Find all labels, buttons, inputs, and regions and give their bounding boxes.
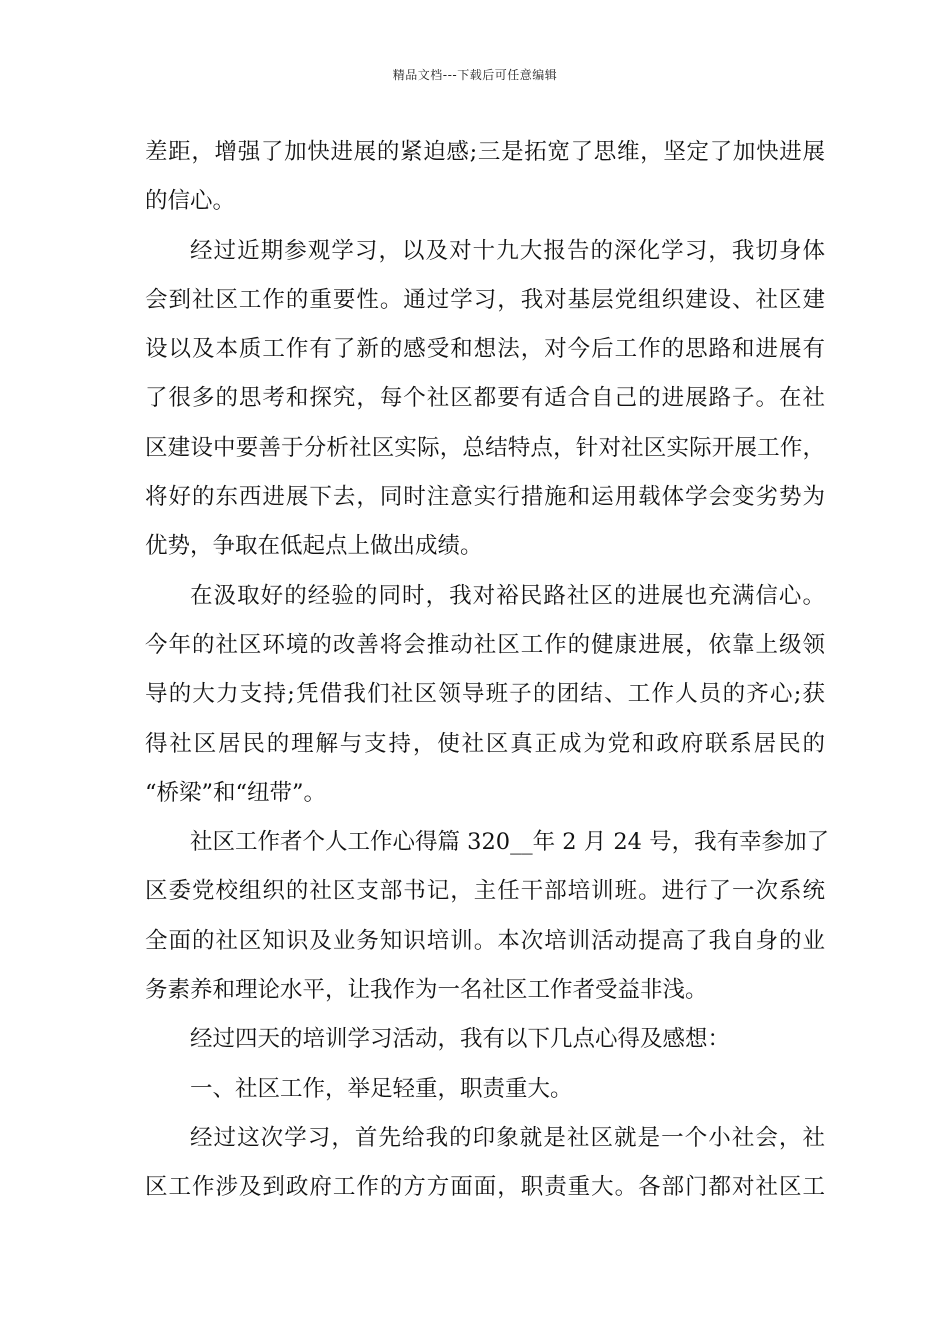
text-line: “桥梁”和“纽带”。 [145, 779, 327, 806]
document-body [145, 128, 830, 1213]
text-line: 导的大力支持;凭借我们社区领导班子的团结、工作人员的齐心;获 [145, 681, 825, 708]
text-line: 设以及本质工作有了新的感受和想法，对今后工作的思路和进展有 [145, 336, 825, 363]
text-line: 经过近期参观学习，以及对十九大报告的深化学习，我切身体 [190, 237, 825, 264]
text-line: 优势，争取在低起点上做出成绩。 [145, 533, 483, 560]
text-line: 区委党校组织的社区支部书记，主任干部培训班。进行了一次系统 [145, 878, 825, 905]
text-line: 经过这次学习，首先给我的印象就是社区就是一个小社会，社 [190, 1124, 825, 1151]
text-line: 会到社区工作的重要性。通过学习，我对基层党组织建设、社区建 [145, 286, 825, 313]
text-line: 在汲取好的经验的同时，我对裕民路社区的进展也充满信心。 [190, 582, 825, 609]
text-line: 区工作涉及到政府工作的方方面面，职责重大。各部门都对社区工 [145, 1174, 825, 1201]
text-line: 将好的东西进展下去，同时注意实行措施和运用载体学会变劣势为 [145, 484, 825, 511]
text-line: 得社区居民的理解与支持，使社区真正成为党和政府联系居民的 [145, 730, 825, 757]
text-line: 今年的社区环境的改善将会推动社区工作的健康进展，依靠上级领 [145, 631, 825, 658]
text-line: 区建设中要善于分析社区实际，总结特点，针对社区实际开展工作， [145, 434, 825, 461]
page-header: 精品文档---下载后可任意编辑 [392, 68, 558, 82]
text-line: 的信心。 [145, 188, 236, 215]
text-line: 务素养和理论水平，让我作为一名社区工作者受益非浅。 [145, 977, 708, 1004]
text-line: 了很多的思考和探究，每个社区都要有适合自己的进展路子。在社 [145, 385, 825, 412]
text-line: 差距，增强了加快进展的紧迫感;三是拓宽了思维，坚定了加快进展 [145, 139, 825, 165]
text-line: 经过四天的培训学习活动，我有以下几点心得及感想： [190, 1026, 731, 1053]
text-line: 一、社区工作，举足轻重，职责重大。 [190, 1075, 573, 1102]
text-line: 全面的社区知识及业务知识培训。本次培训活动提高了我自身的业 [145, 927, 825, 954]
text-line: 社区工作者个人工作心得篇 320__年 2 月 24 号，我有幸参加了 [190, 829, 830, 856]
